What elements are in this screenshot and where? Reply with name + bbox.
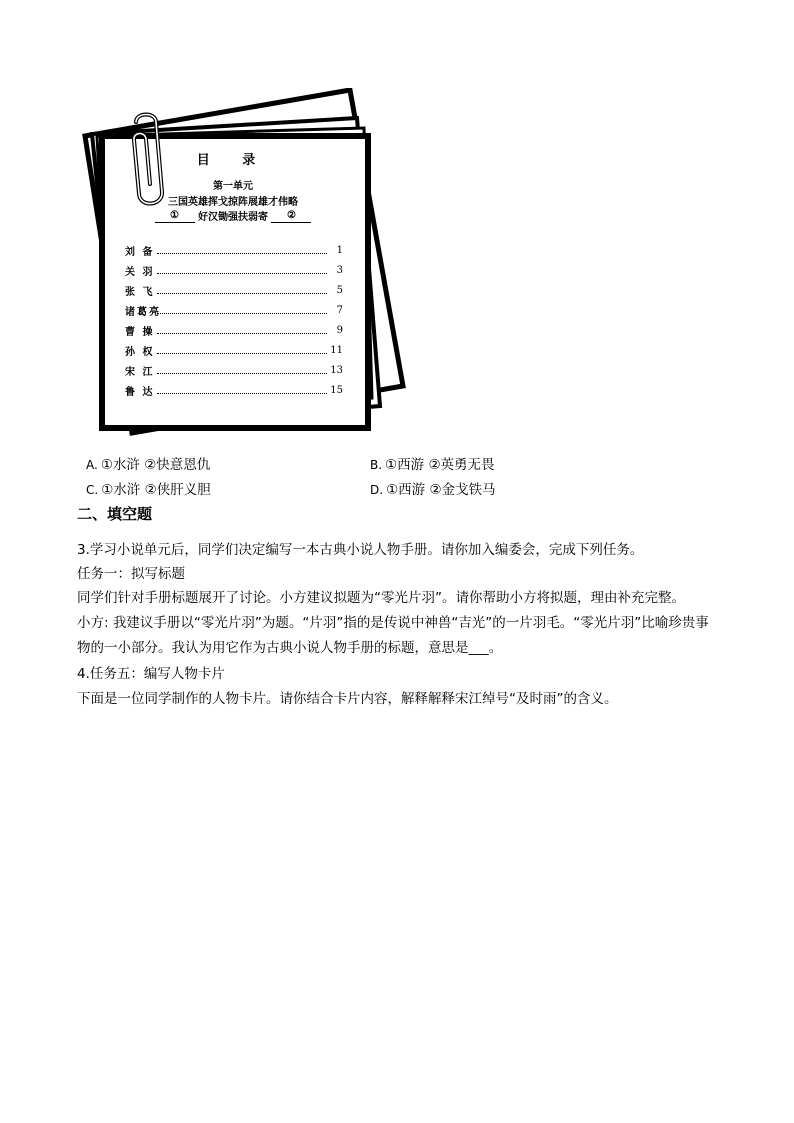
toc-leader-dots [157,366,327,374]
toc-leader-dots [157,306,327,314]
toc-leader-dots [157,266,327,274]
option-letter: C. [86,483,99,497]
toc-entry-name: 刘 备 [125,246,155,258]
task-1-heading: 任务一：拟写标题 [77,566,185,582]
question-3-prompt: 3.学习小说单元后，同学们决定编写一本古典小说人物手册。请你加入编委会，完成下列任务。 [77,542,644,558]
toc-entry-name: 张 飞 [125,286,155,298]
option-c[interactable] [86,478,211,498]
toc-entry-page: 15 [330,384,343,396]
toc-entry [125,383,343,397]
toc-entry [125,303,343,317]
toc-leader-dots [157,246,327,254]
blank-2 [271,210,311,223]
toc-entry [125,283,343,297]
toc-entry-name: 鲁 达 [125,386,155,398]
toc-title: 目 录 [196,153,270,168]
blank-1-label: ① [170,210,179,221]
task-5-heading: 4.任务五：编写人物卡片 [77,666,225,682]
option-text: ①水浒 ②快意恩仇 [100,457,211,473]
toc-leader-dots [157,326,327,334]
toc-fill-in-line [103,208,363,223]
blank-1 [155,210,195,223]
toc-entry [125,363,343,377]
toc-blank-line-text: 好汉锄强扶弱寄 [198,212,268,223]
xiaofang-statement-line-2: 物的一小部分。我认为用它作为古典小说人物手册的标题，意思是___。 [77,640,503,656]
option-letter: A. [86,458,98,472]
toc-leader-dots [157,286,327,294]
toc-unit: 第一单元 [213,181,253,192]
toc-entry-page: 7 [336,304,343,316]
toc-entry [125,243,343,257]
task-1-instructions: 同学们针对手册标题展开了讨论。小方建议拟题为“零光片羽”。请你帮助小方将拟题，理由补充完整。 [77,590,685,606]
table-of-contents [103,137,363,427]
question-4-prompt: 下面是一位同学制作的人物卡片。请你结合卡片内容，解释解释宋江绰号“及时雨”的含义。 [77,691,618,707]
toc-entry [125,323,343,337]
blank-2-label: ② [287,210,296,221]
option-text: ①西游 ②英勇无畏 [385,457,495,473]
toc-entry [125,343,343,357]
toc-leader-dots [157,346,327,354]
option-text: ①西游 ②金戈铁马 [386,482,496,498]
option-b[interactable] [370,453,495,473]
toc-leader-dots [157,386,327,394]
toc-entry-page: 3 [336,264,343,276]
toc-entry-page: 13 [330,364,343,376]
option-text: ①水浒 ②侠肝义胆 [101,482,211,498]
toc-entry-name: 宋 江 [125,366,155,378]
toc-entry-page: 9 [336,324,343,336]
toc-entry-name: 诸葛亮 [125,306,161,318]
option-d[interactable] [370,478,496,498]
section-heading: 二、填空题 [77,505,153,523]
toc-entry-name: 关 羽 [125,266,155,278]
toc-entry-name: 孙 权 [125,346,155,358]
option-letter: D. [370,483,384,497]
option-a[interactable] [86,453,210,473]
xiaofang-statement-line-1: 小方: 我建议手册以“零光片羽”为题。“片羽”指的是传说中神兽“吉光”的一片羽毛。“零光片羽”比喻珍贵事 [77,615,709,631]
toc-entry-page: 1 [336,244,343,256]
toc-entry-name: 曹 操 [125,326,155,338]
toc-entry-page: 5 [336,284,343,296]
toc-entry-page: 11 [330,344,343,356]
toc-theme: 三国英雄挥戈掠阵展雄才伟略 [168,197,298,208]
toc-entry [125,263,343,277]
option-letter: B. [370,458,383,472]
